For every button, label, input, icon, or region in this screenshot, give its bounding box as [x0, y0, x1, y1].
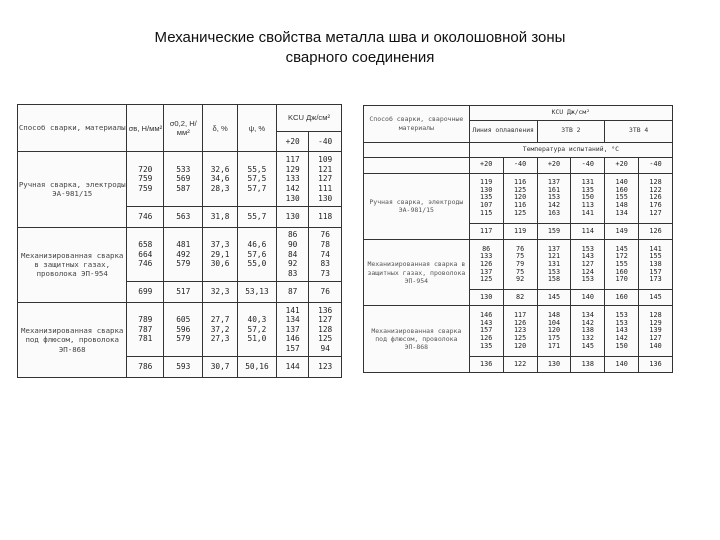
g3-sigma-02: 605 596 579	[164, 302, 203, 357]
right-impact-table	[363, 105, 673, 373]
header-haz-2: ЗТВ 2	[537, 120, 605, 142]
header-fusion-line: Линия оплавления	[469, 120, 537, 142]
g1-avg-psi: 55,7	[237, 206, 276, 227]
g2-avg-4: 140	[571, 290, 605, 306]
header-kcu-temp-plus20: +20	[276, 131, 309, 152]
g2-avg-sigma-02: 517	[164, 282, 203, 303]
g1-avg-2: 119	[503, 223, 537, 239]
temp-5: +20	[605, 157, 639, 173]
g2-avg-2: 82	[503, 290, 537, 306]
header-test-temp: Температура испытаний, °C	[469, 142, 672, 157]
g2-col-3: 137 121 131 153 158	[537, 240, 571, 290]
g1-kcu-plus20: 117 129 133 142 130	[276, 152, 309, 207]
header-psi: ψ, %	[237, 105, 276, 152]
g2-col-6: 141 155 138 157 173	[639, 240, 673, 290]
title-line-1: Механические свойства металла шва и околошовной зоны	[154, 29, 566, 46]
g3-avg-sigma-02: 593	[164, 357, 203, 378]
g3-avg-kcu-plus20: 144	[276, 357, 309, 378]
g1-col-4: 131 135 150 113 141	[571, 173, 605, 223]
g1-avg-6: 126	[639, 223, 673, 239]
g2-col-5: 145 172 155 160 170	[605, 240, 639, 290]
g3-avg-3: 130	[537, 356, 571, 372]
g1-avg-delta: 31,8	[203, 206, 238, 227]
g2-kcu-plus20: 86 90 84 92 83	[276, 227, 309, 282]
method-gas-shielded: Механизированная сварка в защитных газах, проволока ЭП-954	[364, 240, 470, 306]
g3-avg-2: 122	[503, 356, 537, 372]
g3-sigma-b: 789 787 781	[127, 302, 164, 357]
method-gas-shielded: Механизированная сварка в защитных газах, проволока ЭП-954	[18, 227, 127, 302]
g3-avg-6: 136	[639, 356, 673, 372]
g3-delta: 27,7 37,2 27,3	[203, 302, 238, 357]
g2-avg-psi: 53,13	[237, 282, 276, 303]
header-delta: δ, %	[203, 105, 238, 152]
g2-avg-delta: 32,3	[203, 282, 238, 303]
g2-avg-6: 145	[639, 290, 673, 306]
g2-col-2: 76 75 79 75 92	[503, 240, 537, 290]
g3-avg-1: 136	[469, 356, 503, 372]
header-method: Способ сварки, сварочные материалы	[364, 106, 470, 143]
g1-col-5: 140 160 155 148 134	[605, 173, 639, 223]
g2-psi: 46,6 57,6 55,0	[237, 227, 276, 282]
g2-col-1: 86 133 126 137 125	[469, 240, 503, 290]
g3-col-1: 146 143 157 126 135	[469, 306, 503, 356]
g2-sigma-b: 658 664 746	[127, 227, 164, 282]
method-submerged-arc: Механизированная сварка под флюсом, проволока ЭП-868	[18, 302, 127, 377]
g1-col-6: 128 122 126 176 127	[639, 173, 673, 223]
g2-col-4: 153 143 127 124 153	[571, 240, 605, 290]
g3-avg-kcu-minus40: 123	[309, 357, 342, 378]
g1-kcu-minus40: 109 121 127 111 130	[309, 152, 342, 207]
g1-psi: 55,5 57,5 57,7	[237, 152, 276, 207]
temp-1: +20	[469, 157, 503, 173]
left-properties-table	[17, 104, 342, 378]
temp-2: -40	[503, 157, 537, 173]
g1-avg-5: 149	[605, 223, 639, 239]
g3-kcu-minus40: 136 127 128 125 94	[309, 302, 342, 357]
temp-6: -40	[639, 157, 673, 173]
g3-col-2: 117 126 123 125 120	[503, 306, 537, 356]
g2-avg-3: 145	[537, 290, 571, 306]
g3-col-5: 153 153 143 142 150	[605, 306, 639, 356]
g3-col-6: 128 129 139 127 140	[639, 306, 673, 356]
g1-col-3: 137 161 153 142 163	[537, 173, 571, 223]
g2-sigma-02: 481 492 579	[164, 227, 203, 282]
header-kcu: KCU Дж/см²	[469, 106, 672, 121]
method-manual-arc: Ручная сварка, электроды ЭА-981/15	[18, 152, 127, 227]
header-sigma-b: σв, Н/мм²	[127, 105, 164, 152]
g2-avg-5: 160	[605, 290, 639, 306]
g3-col-3: 148 104 120 175 171	[537, 306, 571, 356]
slide-title	[0, 28, 720, 68]
g2-avg-kcu-plus20: 87	[276, 282, 309, 303]
g1-avg-kcu-plus20: 130	[276, 206, 309, 227]
g1-sigma-02: 533 569 587	[164, 152, 203, 207]
g2-delta: 37,3 29,1 30,6	[203, 227, 238, 282]
g3-avg-psi: 50,16	[237, 357, 276, 378]
method-submerged-arc: Механизированная сварка под флюсом, проволока ЭП-868	[364, 306, 470, 373]
g1-avg-kcu-minus40: 118	[309, 206, 342, 227]
header-blank	[364, 142, 470, 157]
g1-avg-1: 117	[469, 223, 503, 239]
header-blank-2	[364, 157, 470, 173]
g3-psi: 40,3 57,2 51,0	[237, 302, 276, 357]
g1-col-2: 116 125 120 116 125	[503, 173, 537, 223]
g2-avg-sigma-b: 699	[127, 282, 164, 303]
temp-4: -40	[571, 157, 605, 173]
g1-avg-sigma-02: 563	[164, 206, 203, 227]
g1-avg-sigma-b: 746	[127, 206, 164, 227]
g2-avg-kcu-minus40: 76	[309, 282, 342, 303]
g3-col-4: 134 142 138 132 145	[571, 306, 605, 356]
temp-3: +20	[537, 157, 571, 173]
g1-col-1: 119 130 135 107 115	[469, 173, 503, 223]
g3-avg-4: 138	[571, 356, 605, 372]
method-manual-arc: Ручная сварка, электроды ЭА-981/15	[364, 173, 470, 239]
g1-avg-4: 114	[571, 223, 605, 239]
g3-kcu-plus20: 141 134 137 146 157	[276, 302, 309, 357]
g3-avg-5: 140	[605, 356, 639, 372]
g3-avg-delta: 30,7	[203, 357, 238, 378]
g2-avg-1: 130	[469, 290, 503, 306]
header-kcu-temp-minus40: -40	[309, 131, 342, 152]
header-sigma-02: σ0,2, Н/мм²	[164, 105, 203, 152]
g3-avg-sigma-b: 786	[127, 357, 164, 378]
title-line-2: сварного соединения	[285, 49, 435, 66]
g2-kcu-minus40: 76 78 74 83 73	[309, 227, 342, 282]
g1-delta: 32,6 34,6 28,3	[203, 152, 238, 207]
header-kcu: KCU Дж/см²	[276, 105, 341, 132]
header-haz-4: ЗТВ 4	[605, 120, 673, 142]
g1-sigma-b: 720 759 759	[127, 152, 164, 207]
g1-avg-3: 159	[537, 223, 571, 239]
header-method: Способ сварки, материалы	[18, 105, 127, 152]
